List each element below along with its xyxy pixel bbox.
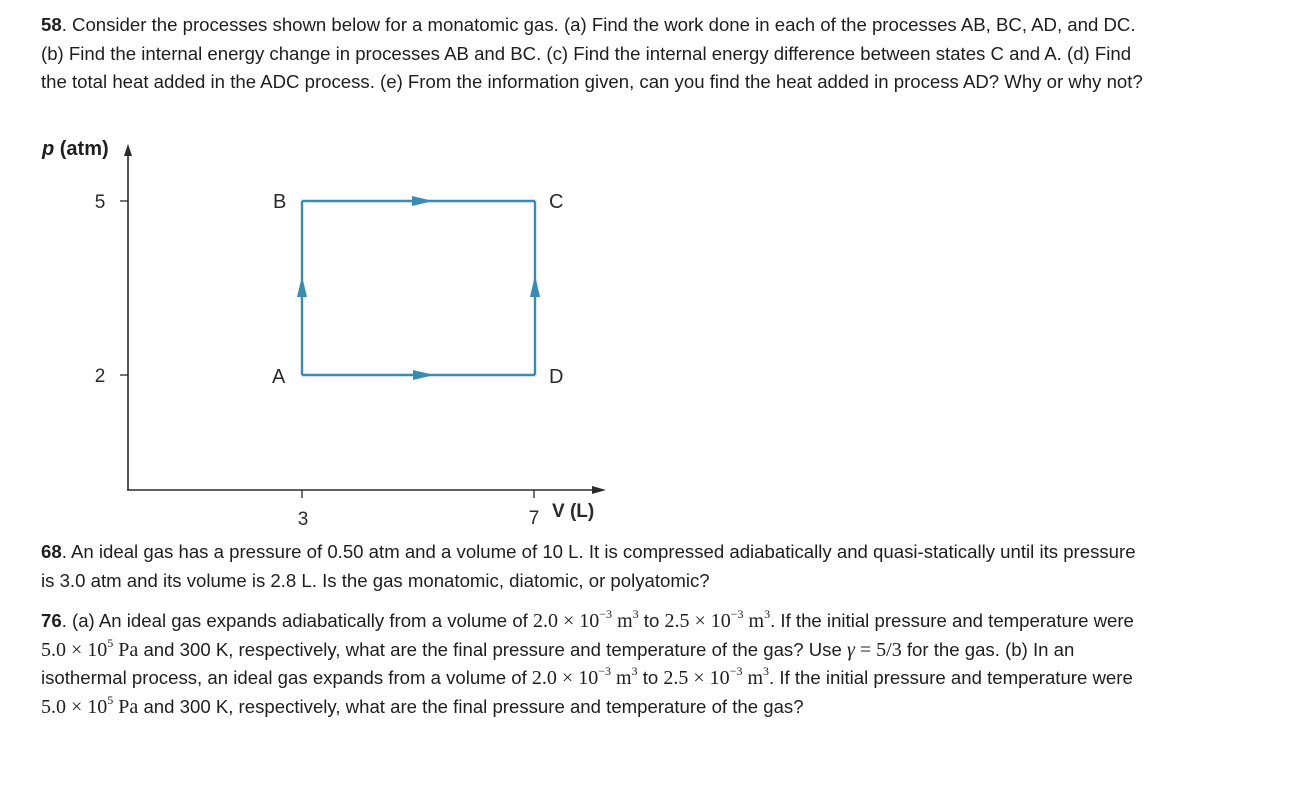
math-volume-initial (533, 607, 639, 632)
math-unit: m (612, 610, 633, 632)
question-number: 76 (41, 610, 62, 631)
text-segment: . (a) An ideal gas expands adiabatically from a volume of (61, 610, 533, 631)
math-mantissa: 2.0 × 10 (533, 610, 600, 632)
math-pressure-initial (41, 692, 139, 718)
math-exponent: 5 (107, 635, 114, 650)
arrow-DC (530, 275, 540, 297)
math-gamma-value: = 5/3 (854, 638, 902, 661)
x-tick-label-7: 7 (528, 508, 540, 529)
question-number: 58 (41, 14, 62, 35)
math-volume-final (664, 607, 771, 632)
x-tick-label-3: 3 (297, 509, 309, 530)
text-segment: and 300 K, respectively, what are the final pressure and temperature of the gas? (138, 695, 804, 717)
point-label-A: A (272, 366, 286, 388)
point-label-C: C (549, 191, 564, 213)
text-segment: . If the initial pressure and temperature were (769, 667, 1133, 688)
text-segment: for the gas. (b) In an isothermal process, an ideal gas expands from a volume of (41, 638, 1075, 688)
arrow-AD (413, 370, 434, 380)
math-unit: m (742, 667, 764, 689)
x-axis-label: V (L) (552, 501, 595, 522)
math-exponent: −3 (729, 664, 743, 678)
y-tick-label-5: 5 (94, 192, 106, 213)
arrow-BC (412, 196, 433, 206)
text-segment: and 300 K, respectively, what are the final pressure and temperature of the gas? Use (138, 638, 847, 660)
math-mantissa: 5.0 × 10 (41, 638, 108, 661)
point-label-B: B (273, 191, 287, 213)
question-text: . Consider the processes shown below for a monatomic gas. (a) Find the work done in each of the processes AB, BC, AD, and DC. (b) Find the internal energy change in processes AB and BC. (c) Find the internal energy difference between states C and A. (d) Find the total heat added in the ADC process. (e) From the information given, can you find the heat added in process AD? Why or why not? (41, 14, 1143, 92)
math-pressure-initial (41, 635, 139, 661)
question-text: . An ideal gas has a pressure of 0.50 atm and a volume of 10 L. It is compressed adiabatically and quasi-statically until its pressure is 3.0 atm and its volume is 2.8 L. Is the gas monatomic, diatomic, or polyatomic? (41, 541, 1136, 591)
math-unit: m (743, 610, 765, 632)
arrow-AB (297, 276, 307, 297)
math-unit: Pa (113, 638, 139, 661)
y-axis-unit: (atm) (54, 138, 109, 160)
question-68 (41, 538, 1151, 595)
math-unit-exponent: 3 (763, 664, 770, 678)
math-mantissa: 2.0 × 10 (531, 667, 599, 689)
math-exponent: −3 (730, 607, 744, 621)
process-lines (297, 196, 540, 380)
y-axis-symbol: p (42, 138, 55, 160)
math-mantissa: 5.0 × 10 (41, 695, 108, 718)
y-axis-arrowhead (124, 144, 132, 156)
math-unit: m (610, 667, 632, 689)
math-unit-exponent: 3 (764, 607, 771, 621)
text-segment: to (638, 610, 665, 631)
point-label-D: D (549, 366, 564, 388)
x-axis-arrowhead (592, 486, 606, 494)
math-unit: Pa (113, 695, 139, 718)
math-exponent: −3 (599, 607, 613, 621)
question-76 (41, 607, 1151, 721)
text-segment: to (637, 667, 664, 688)
math-mantissa: 2.5 × 10 (663, 667, 730, 689)
math-gamma-symbol: γ (846, 638, 855, 661)
math-mantissa: 2.5 × 10 (664, 610, 731, 632)
math-volume-final (663, 664, 770, 689)
math-unit-exponent: 3 (632, 607, 639, 621)
question-number: 68 (41, 541, 62, 562)
text-segment: . If the initial pressure and temperature were (770, 610, 1134, 631)
y-tick-label-2: 2 (94, 366, 106, 387)
math-exponent: 5 (107, 692, 114, 707)
math-unit-exponent: 3 (631, 664, 638, 678)
math-gamma (847, 639, 902, 661)
math-volume-initial (531, 664, 638, 689)
math-exponent: −3 (598, 664, 611, 678)
